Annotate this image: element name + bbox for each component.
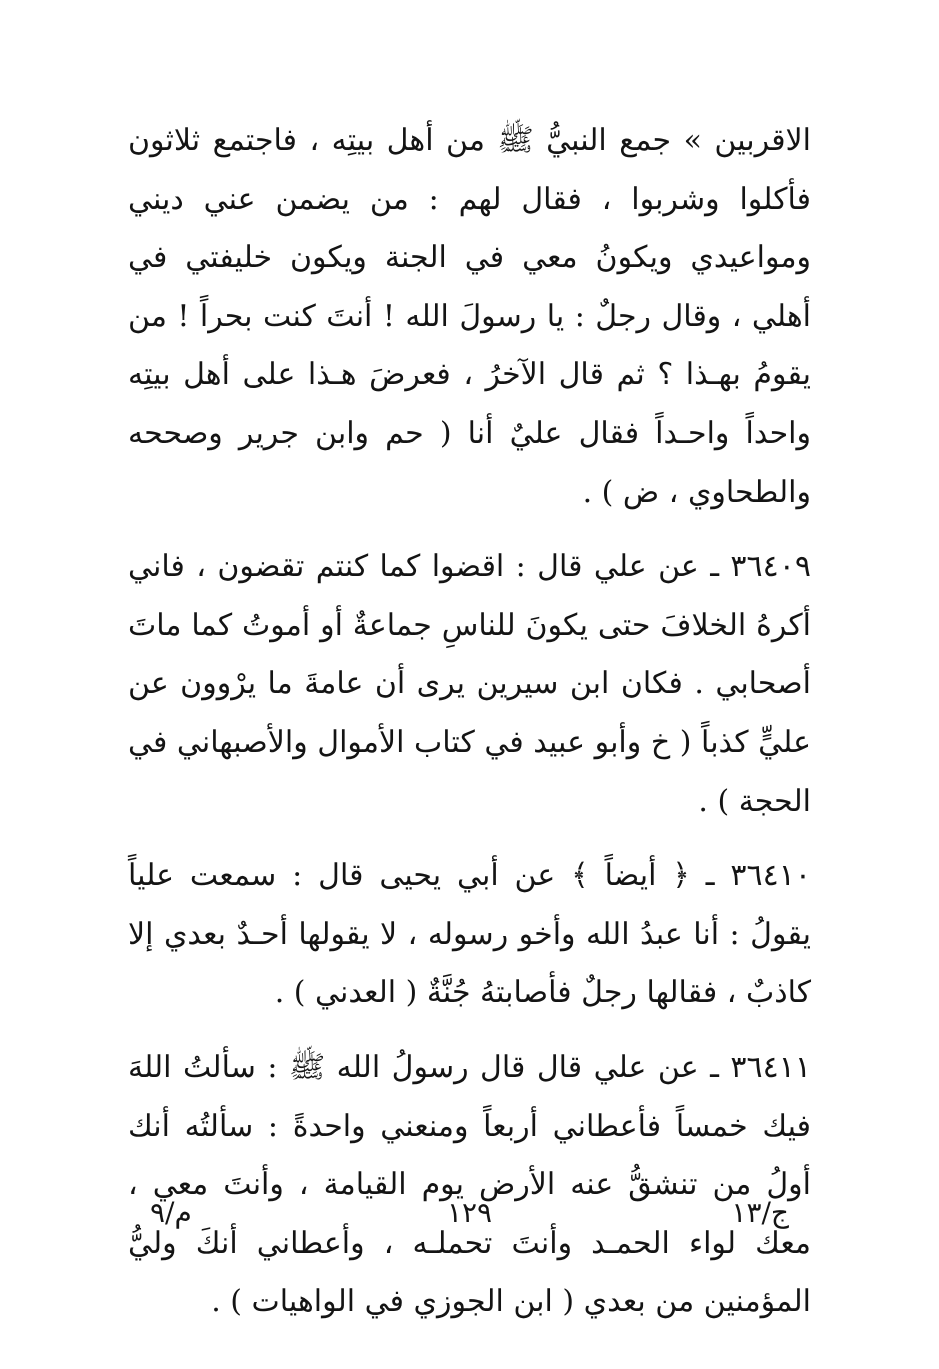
signature-mark: م/٩	[150, 1196, 192, 1229]
paragraph-continuation: الاقربين » جمع النبيُّ ﷺ من أهل بيتِه ، فاجتمع ثلاثون فأكلوا وشربوا ، فقال لهم : من يضمن عني ديني ومواعيدي ويكونُ معي في الجنة ويكون خليفتي في أهلي ، وقال رجلٌ : يا رسولَ الله ! أنتَ كنت بحراً ! من يقومُ بهـذا ؟ ثم قال الآخرُ ، فعرضَ هـذا على أهل بيتِه واحداً واحـداً فقال عليٌ أنا ( حم وابن جرير وصححه والطحاوي ، ض ) .	[128, 123, 811, 510]
page-body	[128, 112, 811, 1332]
page-footer	[150, 1196, 789, 1236]
hadith-36411: ٣٦٤١١ ـ عن علي قال قال رسولُ الله ﷺ : سألتُ اللهَ فيك خمساً فأعطاني أربعاً ومنعني واحدةً : سألتُه أنك أولُ من تنشقُّ عنه الأرض يوم القيامة ، وأنتَ معي ، معك لواء الحمـد وأنتَ تحملـه ، وأعطاني أنكَ وليُّ المؤمنين من بعدي ( ابن الجوزي في الواهيات ) .	[128, 1049, 811, 1320]
volume-label: ج/١٣	[731, 1196, 789, 1229]
hadith-36410: ٣٦٤١٠ ـ ﴿ أيضاً ﴾ عن أبي يحيى قال : سمعت علياً يقولُ : أنا عبدُ الله وأخو رسوله ، لا يقولها أحـدٌ بعدي إلا كاذبٌ ، فقالها رجلٌ فأصابتهُ جُنَّةٌ ( العدني ) .	[128, 858, 811, 1011]
hadith-36409: ٣٦٤٠٩ ـ عن علي قال : اقضوا كما كنتم تقضون ، فاني أكرهُ الخلافَ حتى يكونَ للناسِ جماعةٌ أو أموتُ كما ماتَ أصحابي . فكان ابن سيرين يرى أن عامةَ ما يرْوون عن عليٍّ كذباً ( خ وأبو عبيد في كتاب الأموال والأصبهاني في الحجة ) .	[128, 549, 811, 819]
page-number: ١٢٩	[446, 1196, 493, 1229]
